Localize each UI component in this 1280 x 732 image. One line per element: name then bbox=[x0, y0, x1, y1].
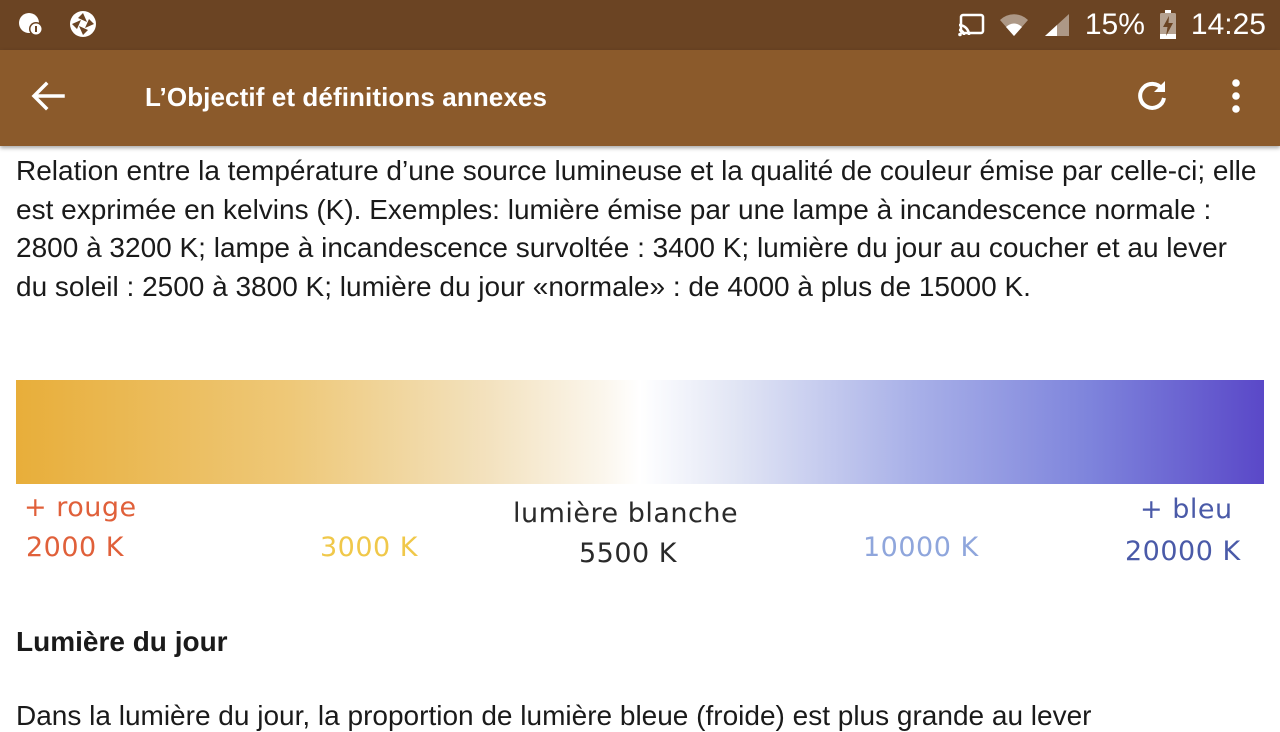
scale-label-blue: + bleu bbox=[1140, 494, 1233, 525]
color-temperature-scale bbox=[16, 380, 1264, 580]
battery-percent: 15% bbox=[1084, 8, 1145, 41]
status-left-icons bbox=[16, 9, 98, 39]
status-bar bbox=[0, 0, 1280, 50]
article-content bbox=[16, 152, 1264, 306]
cast-icon bbox=[957, 13, 985, 37]
refresh-button[interactable] bbox=[1128, 74, 1176, 122]
scale-value-20000: 20000 K bbox=[1125, 536, 1241, 567]
wifi-icon bbox=[999, 12, 1029, 38]
back-button[interactable] bbox=[24, 74, 72, 122]
scale-value-5500: 5500 K bbox=[579, 538, 678, 569]
scale-value-2000: 2000 K bbox=[26, 532, 125, 563]
scale-label-white: lumière blanche bbox=[513, 498, 739, 529]
back-arrow-icon bbox=[31, 81, 65, 116]
intro-paragraph: Relation entre la température d’une source lumineuse et la qualité de couleur émise par celle-ci; elle est exprimée en kelvins (K). Exemples: lumière émise par une lampe à incandescence normale : 2800 à 3200 K; lampe à incandescence survoltée : 3400 K; lumière du jour au coucher et au lever du soleil : 2500 à 3800 K; lumière du jour «normale» : de 4000 à plus de 15000 K. bbox=[16, 155, 1257, 302]
camera-shutter-icon bbox=[68, 9, 98, 39]
color-temperature-gradient bbox=[16, 380, 1264, 484]
scale-value-3000: 3000 K bbox=[320, 532, 419, 563]
signal-icon bbox=[1043, 12, 1071, 38]
app-bar bbox=[0, 50, 1280, 146]
refresh-icon bbox=[1134, 78, 1170, 119]
more-options-button[interactable] bbox=[1212, 74, 1260, 122]
page-title: L’Objectif et définitions annexes bbox=[145, 82, 548, 112]
scale-label-red: + rouge bbox=[24, 492, 137, 523]
clock: 14:25 bbox=[1190, 8, 1266, 41]
battery-charging-icon bbox=[1159, 10, 1177, 40]
next-paragraph: Dans la lumière du jour, la proportion de lumière bleue (froide) est plus grande au lever bbox=[16, 700, 1092, 731]
notification-icon bbox=[16, 9, 46, 39]
section-heading-daylight: Lumière du jour bbox=[16, 626, 228, 657]
scale-value-10000: 10000 K bbox=[863, 532, 979, 563]
more-vert-icon bbox=[1231, 79, 1241, 118]
status-right bbox=[957, 0, 1266, 50]
